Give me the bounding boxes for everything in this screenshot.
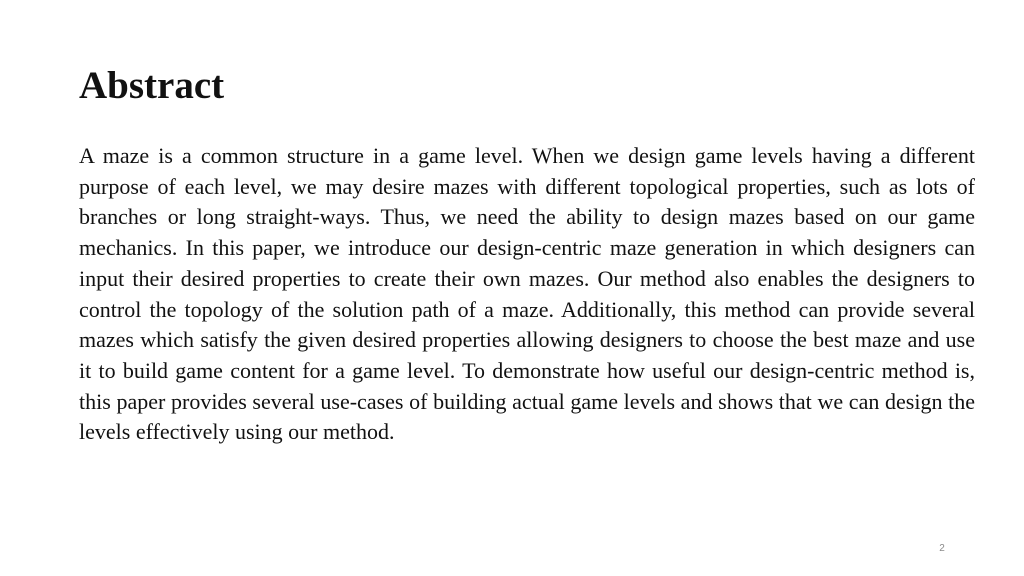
slide-title: Abstract <box>79 64 225 107</box>
abstract-body: A maze is a common structure in a game level. When we design game levels having a different purpose of each level, we may desire mazes with different topological properties, such as lots of branches or long straight-ways. Thus, we need the ability to design mazes based on our game mechanics. In this paper, we introduce our design-centric maze generation in which designers can input their desired properties to create their own mazes. Our method also enables the designers to control the topology of the solution path of a maze. Additionally, this method can provide several mazes which satisfy the given desired properties allowing designers to choose the best maze and use it to build game content for a game level. To demonstrate how useful our design-centric method is, this paper provides several use-cases of building actual game levels and shows that we can design the levels effectively using our method. <box>79 143 975 445</box>
page-number: 2 <box>939 543 945 554</box>
